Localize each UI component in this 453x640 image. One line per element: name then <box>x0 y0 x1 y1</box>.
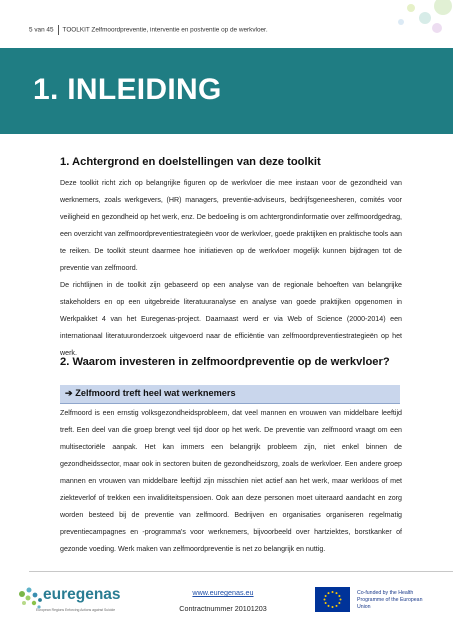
header-divider <box>58 25 59 35</box>
section-2-heading: 2. Waarom investeren in zelfmoordpreventie op de werkvloer? <box>60 356 390 368</box>
callout-box <box>60 385 400 404</box>
section-1-paragraph: De richtlijnen in de toolkit zijn gebaseerd op een analyse van de regionale behoeften van belangrijke stakeholders en op een uitgebreide literatuuranalyse en analyse van goede praktijken opgenomen in Werkpakket 4 van het Euregenas-project. Daarnaast werd er via Web of Science (2000-2014) een internationaal literatuuronderzoek uitgevoerd naar de efficiëntie van zelfmoordpreventiestrategieën op het werk. <box>60 281 402 357</box>
contract-number: Contractnummer 20101203 <box>179 604 267 613</box>
section-1-body <box>60 175 402 362</box>
document-title: TOOLKIT Zelfmoordpreventie, interventie en postventie op de werkvloer. <box>62 26 268 34</box>
chapter-title: 1. INLEIDING <box>33 73 222 106</box>
running-header <box>29 25 268 35</box>
callout-text: ➔ Zelfmoord treft heel wat werknemers <box>65 388 236 398</box>
eu-funding-text: Co-funded by the Health Programme of the European Union <box>357 590 423 610</box>
section-1 <box>60 156 402 168</box>
logo-wordmark: euregenas <box>43 586 121 603</box>
footer-divider <box>29 571 453 572</box>
chapter-banner <box>0 48 453 134</box>
section-1-heading: 1. Achtergrond en doelstellingen van deze toolkit <box>60 156 321 168</box>
page-indicator: 5 van 45 <box>29 26 54 34</box>
section-1-paragraph: Deze toolkit richt zich op belangrijke figuren op de werkvloer die mee instaan voor de gezondheid van werknemers, zoals werkgevers, (HR) managers, preventie-adviseurs, bedrijfsgeneesheren, comités voor veiligheid en gezondheid op het werk, enz. De bedoeling is om achtergrondinformatie over zelfmoordgedrag, een overzicht van zelfmoordpreventiestrategieën voor de werkvloer, goede praktijken en praktische tools aan te reiken. De toolkit steunt daarmee hoe initiatieven op de werkvloer mogelijk kunnen bijdragen tot de preventie van zelfmoord. <box>60 179 402 272</box>
section-2-body <box>60 405 402 558</box>
website-link[interactable]: www.euregenas.eu <box>192 588 254 597</box>
section-2-paragraph: Zelfmoord is een ernstig volksgezondheidsprobleem, dat veel mannen en vrouwen van middelbare leeftijd treft. Een deel van die groep brengt veel tijd door op het werk. De preventie van zelfmoord vraagt om een multisectoriële aanpak. Het kan immers een belangrijk probleem zijn, niet enkel binnen de gezondheidssector, maar ook in sectoren buiten de gezondheidszorg, zoals de werkvloer. Een andere groep mannen en vrouwen van middelbare leeftijd zijn misschien niet actief aan het werk, maar werkloos of met ziekteverlof of trekken een invaliditeitspensioen. Ook aan deze personen moet uiteraard aandacht en zorg worden besteed bij de preventie van zelfmoord. Bedrijven en organisaties organiseren regelmatig preventiecampagnes en -programma's voor werknemers, bijvoorbeeld over hartziektes, borstkanker of gezonde voeding. Werk maken van zelfmoordpreventie is net zo belangrijk en nuttig. <box>60 409 402 553</box>
section-2 <box>60 356 402 368</box>
logo-subtitle: European Regions Enforcing Actions against Suicide <box>36 608 116 612</box>
eu-flag-icon <box>315 587 350 612</box>
